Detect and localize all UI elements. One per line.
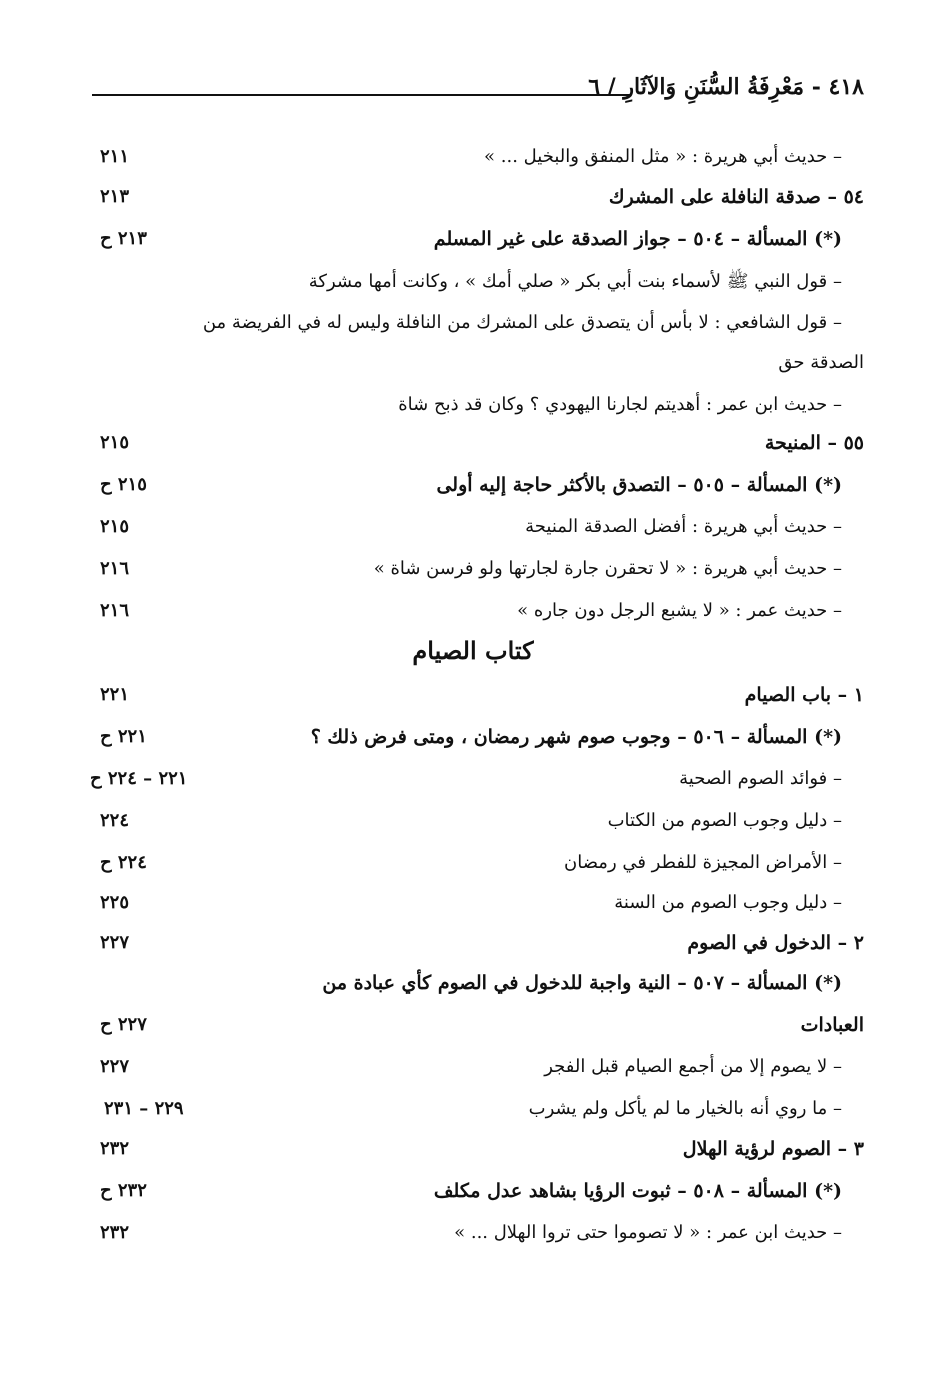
toc-entry [90,312,864,352]
toc-entry [90,146,864,186]
toc-entry [90,1222,864,1262]
entry-text: – قول الشافعي : لا بأس أن يتصدق على المشرك من النافلة وليس له في الفريضة من [202,312,842,333]
toc-question [90,726,864,766]
entry-page: ٢١٣ [100,186,130,207]
toc-entry [90,558,864,598]
section-title: ٥٤ – صدقة النافلة على المشرك [608,186,864,208]
entry-page: ٢٢٥ [100,892,130,913]
toc-question [90,228,864,268]
toc-question [90,1180,864,1220]
question-title: (*) المسألة – ٥٠٦ – وجوب صوم شهر رمضان ، ومتى فرض ذلك ؟ [310,726,842,748]
entry-page: ٢٢٧ [100,1056,130,1077]
entry-page: ٢٢٧ [100,932,130,953]
entry-text: – حديث عمر : « لا يشبع الرجل دون جاره » [517,600,842,621]
entry-page: ٢٣٢ ح [100,1180,147,1201]
section-title: ١ – باب الصيام [744,684,864,706]
entry-page: ٢٢٩ – ٢٣١ [104,1098,184,1119]
toc-section [90,432,864,472]
toc-section [90,186,864,226]
entry-page: ٢٢١ – ٢٢٤ ح [90,768,188,789]
entry-text: – دليل وجوب الصوم من السنة [614,892,842,913]
entry-text: الصدقة حق [778,352,864,373]
toc-section [90,684,864,724]
entry-page: ٢٢١ ح [100,726,147,747]
toc-section [90,1138,864,1178]
toc-entry [90,768,864,808]
toc-entry [90,1098,864,1138]
toc-entry [90,394,864,434]
entry-text: – فوائد الصوم الصحية [679,768,842,789]
page-header [92,74,864,110]
toc-question [90,972,864,1012]
entry-page: ٢١٦ [100,600,130,621]
entry-page: ٢١٣ ح [100,228,147,249]
toc-entry [90,270,864,310]
entry-text: – قول النبي ﷺ لأسماء بنت أبي بكر « صلي أمك » ، وكانت أمها مشركة [308,271,842,292]
header-rule [92,94,630,96]
toc-question [90,474,864,514]
toc-entry [90,600,864,640]
section-title: ٢ – الدخول في الصوم [687,932,864,954]
toc-entry [90,810,864,850]
question-title: العبادات [800,1014,864,1036]
section-title: ٥٥ – المنيحة [764,432,864,454]
entry-text: – ما روي أنه بالخيار ما لم يأكل ولم يشرب [528,1098,842,1119]
entry-page: ٢٣٢ [100,1222,130,1243]
toc-entry-continuation [90,352,864,392]
entry-text: – حديث أبي هريرة : أفضل الصدقة المنيحة [525,516,842,537]
section-title: ٣ – الصوم لرؤية الهلال [682,1138,864,1160]
entry-page: ٢١١ [100,146,130,167]
entry-text: – حديث أبي هريرة : « مثل المنفق والبخيل ... » [484,146,842,167]
entry-text: – دليل وجوب الصوم من الكتاب [607,810,842,831]
entry-page: ٢١٥ ح [100,474,147,495]
question-title: (*) المسألة – ٥٠٤ – جواز الصدقة على غير المسلم [433,228,842,250]
entry-page: ٢٣٢ [100,1138,130,1159]
entry-text: – حديث ابن عمر : أهديتم لجارنا اليهودي ؟ وكان قد ذبح شاة [398,394,842,415]
toc-entry [90,516,864,556]
entry-text: – حديث ابن عمر : « لا تصوموا حتى تروا الهلال ... » [454,1222,842,1243]
toc-section [90,932,864,972]
entry-page: ٢٢٤ ح [100,852,147,873]
entry-page: ٢٢٤ [100,810,130,831]
entry-text: – لا يصوم إلا من أجمع الصيام قبل الفجر [544,1056,842,1077]
entry-text: – الأمراض المجيزة للفطر في رمضان [563,852,842,873]
entry-page: ٢١٦ [100,558,130,579]
toc-question-continuation [90,1014,864,1054]
question-title: (*) المسألة – ٥٠٨ – ثبوت الرؤيا بشاهد عدل مكلف [433,1180,842,1202]
question-title: (*) المسألة – ٥٠٥ – التصدق بالأكثر حاجة إليه أولى [436,474,842,496]
toc-entry [90,892,864,932]
toc-entry [90,852,864,892]
entry-page: ٢٢٧ ح [100,1014,147,1035]
toc-entry [90,1056,864,1096]
entry-page: ٢١٥ [100,516,130,537]
entry-page: ٢٢١ [100,684,130,705]
running-title: ٤١٨ - مَعْرِفَةُ السُّنَنِ وَالآثَارِ / ٦ [588,74,864,100]
entry-text: – حديث أبي هريرة : « لا تحقرن جارة لجارتها ولو فرسن شاة » [373,558,842,579]
book-heading: كتاب الصيام [412,636,534,665]
entry-page: ٢١٥ [100,432,130,453]
question-title: (*) المسألة – ٥٠٧ – النية واجبة للدخول في الصوم كأي عبادة من [322,972,842,994]
